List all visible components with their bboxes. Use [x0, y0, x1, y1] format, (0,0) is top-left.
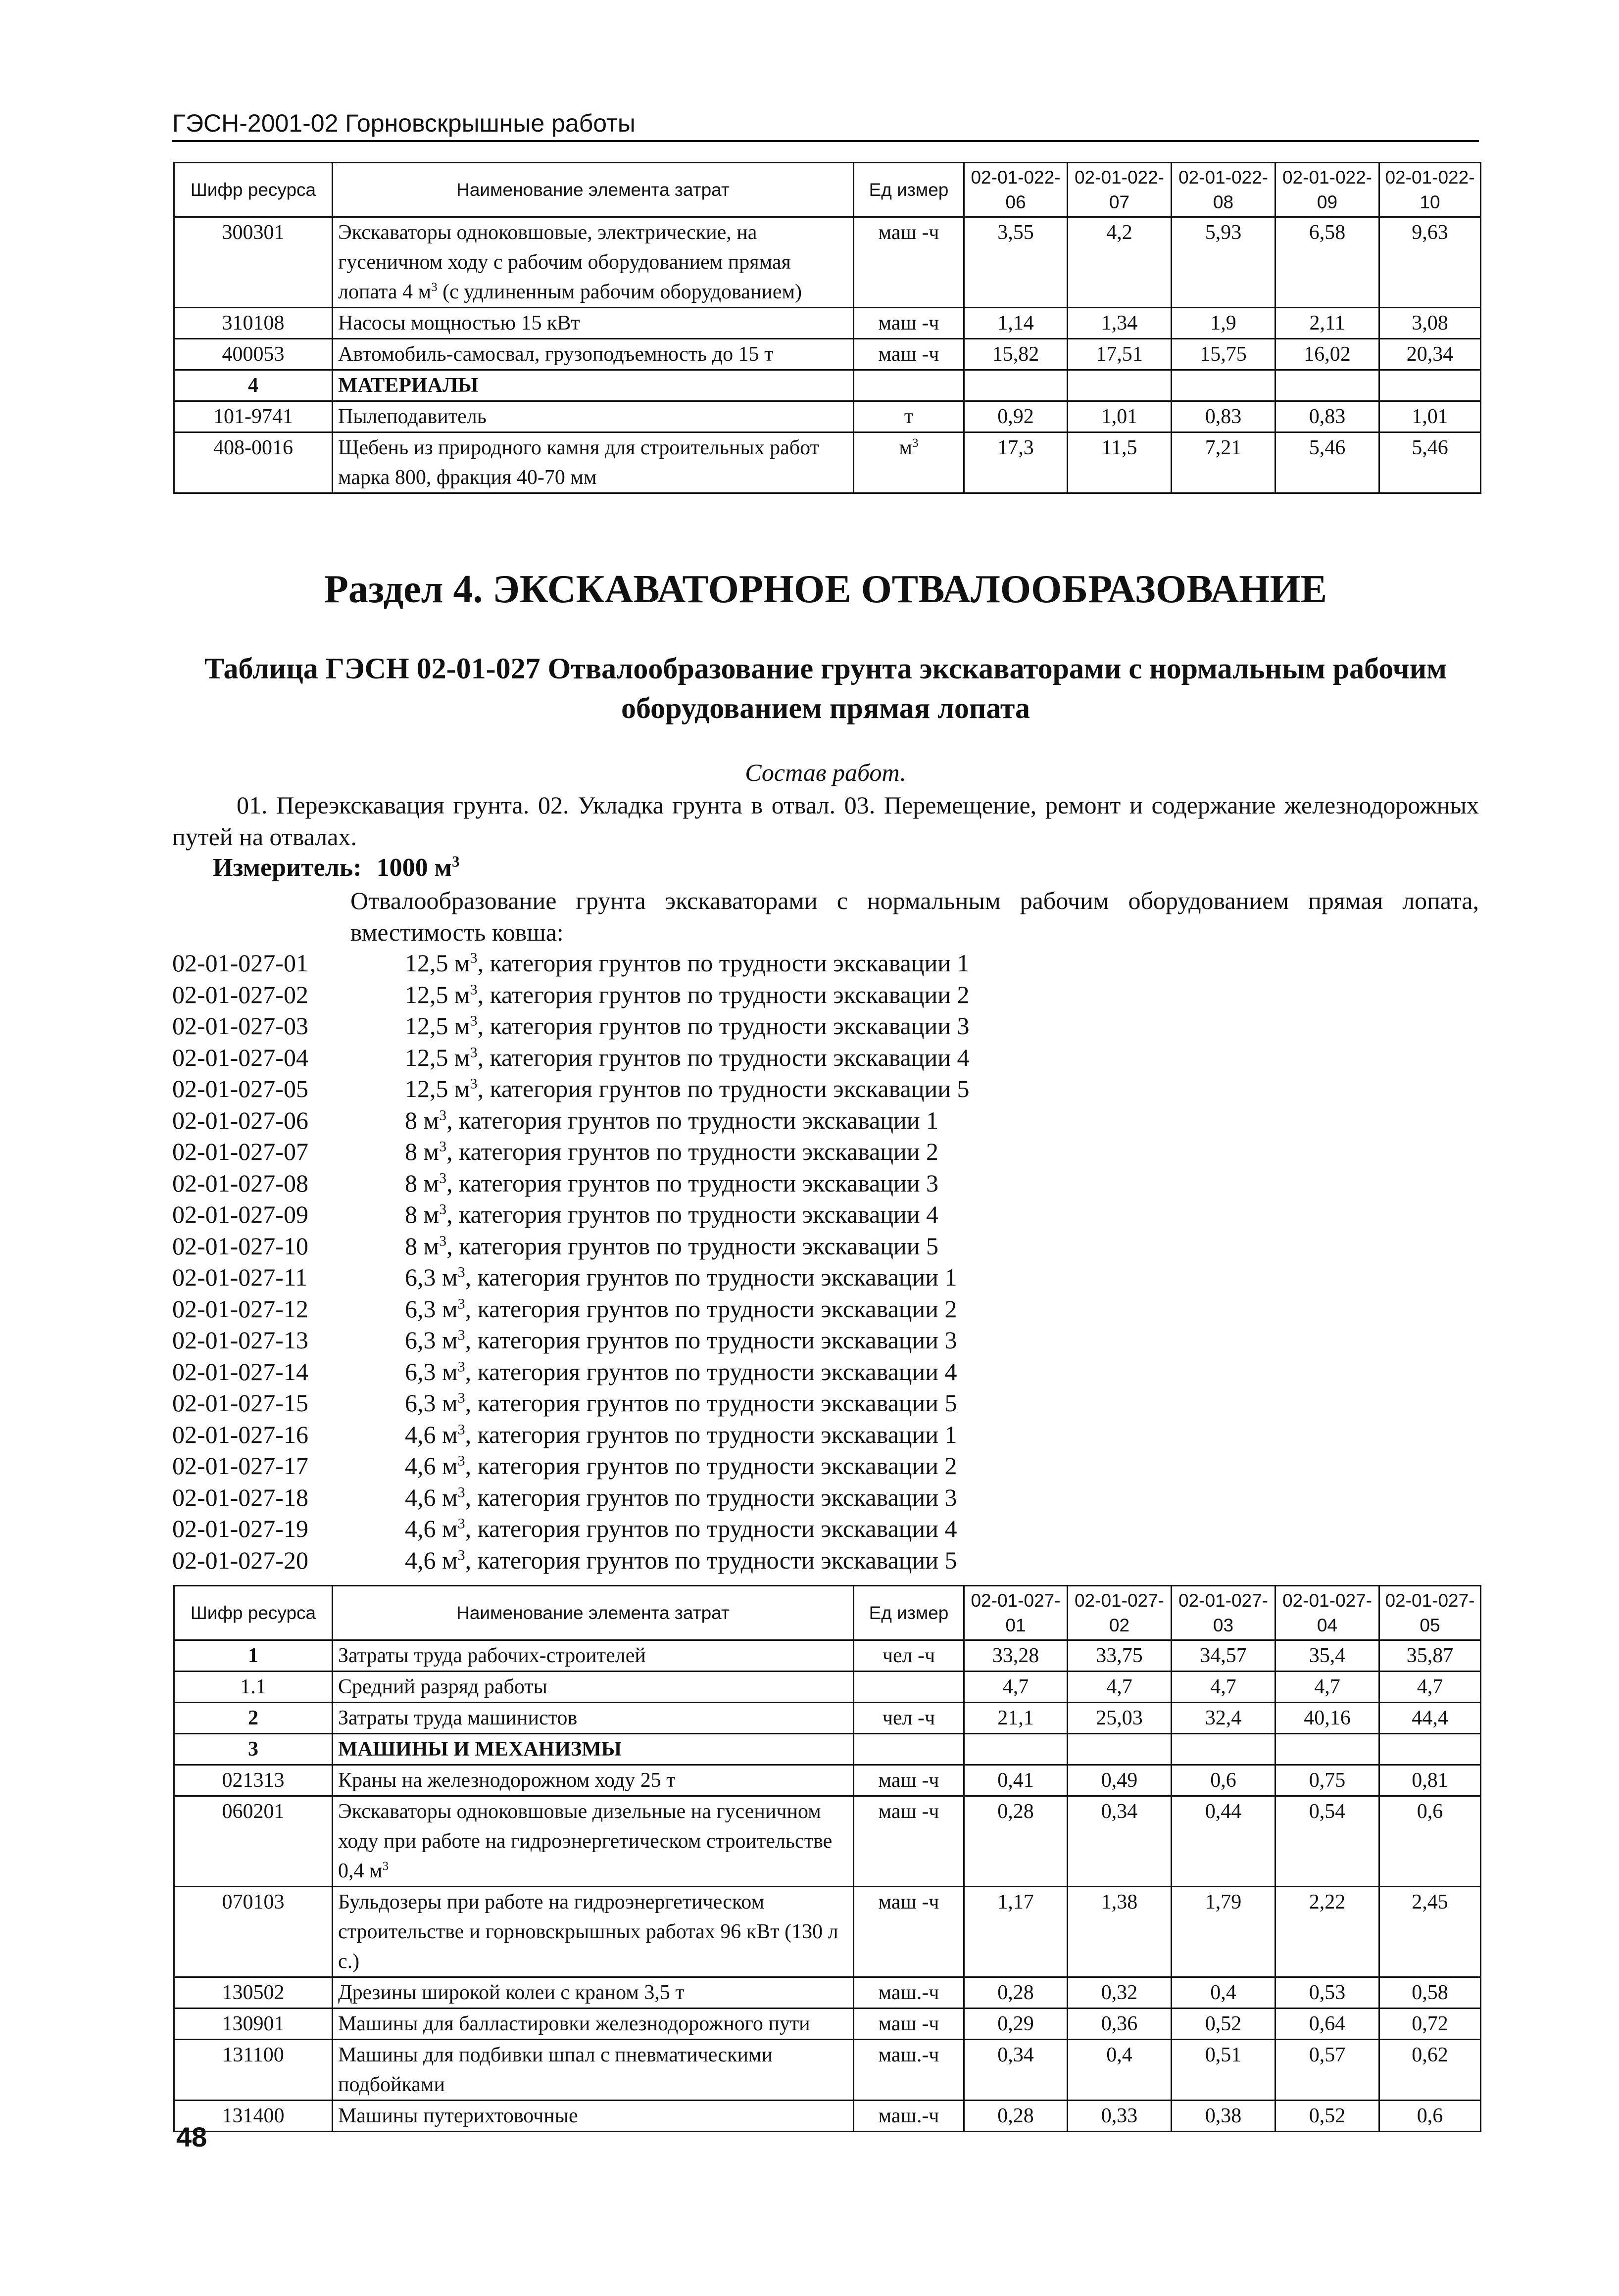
value-cell: 0,75: [1276, 1765, 1379, 1796]
norm-code: 02-01-027-13: [172, 1326, 308, 1354]
value-cell: 0,4: [1172, 1977, 1276, 2009]
norm-item: [172, 1105, 1479, 1137]
resource-code-cell: 021313: [174, 1765, 333, 1796]
value-cell: 1,14: [964, 308, 1068, 339]
norm-code: 02-01-027-20: [172, 1546, 308, 1574]
unit-cell: маш -ч: [854, 1887, 964, 1977]
table-row: [174, 2101, 1481, 2132]
norm-description: 4,6 $м^3$, категория грунтов по трудности экскавации 4: [405, 1515, 957, 1542]
norm-code: 02-01-027-03: [172, 1012, 308, 1040]
norm-description: 12,5 $м^3$, категория грунтов по трудности экскавации 1: [405, 949, 970, 977]
table-row: [174, 2009, 1481, 2040]
resource-code-cell: 130901: [174, 2009, 333, 2040]
value-cell: [1068, 370, 1172, 401]
value-cell: [1379, 1734, 1481, 1765]
value-cell: 0,51: [1172, 2040, 1276, 2101]
unit-cell: маш.-ч: [854, 1977, 964, 2009]
resource-code-cell: 310108: [174, 308, 333, 339]
resource-code-cell: 131400: [174, 2101, 333, 2132]
norm-item: [172, 1010, 1479, 1042]
value-cell: [964, 1734, 1068, 1765]
norm-item: [172, 979, 1479, 1011]
resource-name-cell: Машины для подбивки шпал с пневматическими подбойками: [333, 2040, 854, 2101]
measure-value: 1000 $м^3$: [376, 853, 460, 882]
table2-body: [174, 1640, 1481, 2132]
value-cell: 15,82: [964, 339, 1068, 370]
norm-code: 02-01-027-16: [172, 1420, 308, 1448]
value-cell: 32,4: [1172, 1703, 1276, 1734]
running-header: ГЭСН-2001-02 Горновскрышные работы: [172, 110, 1479, 142]
table-row: [174, 1703, 1481, 1734]
column-header: 02-01-027-05: [1379, 1586, 1481, 1640]
resource-code-cell: 131100: [174, 2040, 333, 2101]
norm-description: 12,5 $м^3$, категория грунтов по трудности экскавации 4: [405, 1043, 970, 1071]
norm-item: [172, 1513, 1479, 1545]
column-header: Шифр ресурса: [174, 163, 333, 217]
value-cell: 5,93: [1172, 217, 1276, 308]
value-cell: 2,45: [1379, 1887, 1481, 1977]
norm-code: 02-01-027-19: [172, 1515, 308, 1542]
norm-item: [172, 1482, 1479, 1514]
norm-code: 02-01-027-18: [172, 1483, 308, 1511]
norm-code: 02-01-027-08: [172, 1169, 308, 1197]
table-row: [174, 308, 1481, 339]
value-cell: 0,92: [964, 401, 1068, 432]
norm-description: 6,3 $м^3$, категория грунтов по трудности экскавации 1: [405, 1263, 957, 1291]
work-composition-title: Состав работ.: [745, 759, 906, 786]
table-row: [174, 2040, 1481, 2101]
table-row: [174, 1734, 1481, 1765]
resource-code-cell: 1: [174, 1640, 333, 1672]
norm-description: 8 $м^3$, категория грунтов по трудности экскавации 3: [405, 1169, 939, 1197]
value-cell: 0,34: [964, 2040, 1068, 2101]
value-cell: 0,6: [1172, 1765, 1276, 1796]
value-cell: 2,11: [1276, 308, 1379, 339]
norm-item: [172, 1419, 1479, 1451]
table1-body: [174, 217, 1481, 493]
unit-cell: маш -ч: [854, 339, 964, 370]
norm-item: [172, 1545, 1479, 1577]
value-cell: 0,72: [1379, 2009, 1481, 2040]
value-cell: 0,53: [1276, 1977, 1379, 2009]
norm-code: 02-01-027-05: [172, 1075, 308, 1102]
unit-cell: [854, 1734, 964, 1765]
resource-name-cell: Затраты труда рабочих-строителей: [333, 1640, 854, 1672]
value-cell: 25,03: [1068, 1703, 1172, 1734]
resource-name-cell: Щебень из природного камня для строительных работ марка 800, фракция 40-70 мм: [333, 432, 854, 493]
norm-code: 02-01-027-04: [172, 1043, 308, 1071]
norm-code: 02-01-027-17: [172, 1452, 308, 1480]
value-cell: 16,02: [1276, 339, 1379, 370]
value-cell: 11,5: [1068, 432, 1172, 493]
column-header: 02-01-027-02: [1068, 1586, 1172, 1640]
value-cell: 0,38: [1172, 2101, 1276, 2132]
value-cell: 17,51: [1068, 339, 1172, 370]
value-cell: 0,64: [1276, 2009, 1379, 2040]
value-cell: [1068, 1734, 1172, 1765]
resource-code-cell: 101-9741: [174, 401, 333, 432]
value-cell: 44,4: [1379, 1703, 1481, 1734]
norm-item: [172, 1136, 1479, 1168]
norm-item: [172, 1356, 1479, 1388]
resource-code-cell: 408-0016: [174, 432, 333, 493]
column-header: Наименование элемента затрат: [333, 1586, 854, 1640]
value-cell: 0,33: [1068, 2101, 1172, 2132]
column-header: 02-01-027-04: [1276, 1586, 1379, 1640]
unit-cell: маш.-ч: [854, 2101, 964, 2132]
value-cell: 33,28: [964, 1640, 1068, 1672]
norm-description: 6,3 $м^3$, категория грунтов по трудности экскавации 5: [405, 1389, 957, 1417]
unit-cell: маш.-ч: [854, 2040, 964, 2101]
resource-name-cell: Средний разряд работы: [333, 1672, 854, 1703]
resource-name-cell: Насосы мощностью 15 кВт: [333, 308, 854, 339]
norm-description: 6,3 $м^3$, категория грунтов по трудности экскавации 2: [405, 1294, 957, 1323]
norm-code: 02-01-027-11: [172, 1263, 308, 1291]
norm-description: 12,5 $м^3$, категория грунтов по трудности экскавации 2: [405, 980, 970, 1008]
measure-label: Измеритель:: [213, 854, 362, 882]
norm-list: [172, 948, 1479, 1576]
value-cell: 0,49: [1068, 1765, 1172, 1796]
table-row: [174, 217, 1481, 308]
norm-code: 02-01-027-15: [172, 1389, 308, 1417]
resource-table-027: [173, 1585, 1481, 2132]
value-cell: 4,7: [1068, 1672, 1172, 1703]
column-header: 02-01-027-03: [1172, 1586, 1276, 1640]
value-cell: 0,52: [1172, 2009, 1276, 2040]
norm-code: 02-01-027-10: [172, 1232, 308, 1260]
resource-code-cell: 300301: [174, 217, 333, 308]
value-cell: 1,38: [1068, 1887, 1172, 1977]
value-cell: 0,54: [1276, 1796, 1379, 1887]
resource-name-cell: Пылеподавитель: [333, 401, 854, 432]
table-row: [174, 1887, 1481, 1977]
resource-name-cell: Бульдозеры при работе на гидроэнергетическом строительстве и горновскрышных работах 96 кВт (130 л с.): [333, 1887, 854, 1977]
resource-name-cell: Автомобиль-самосвал, грузоподъемность до 15 т: [333, 339, 854, 370]
norm-description: 8 $м^3$, категория грунтов по трудности экскавации 5: [405, 1232, 939, 1260]
norm-code: 02-01-027-06: [172, 1106, 308, 1134]
resource-name-cell: Дрезины широкой колеи с краном 3,5 т: [333, 1977, 854, 2009]
resource-name-cell: Экскаваторы одноковшовые, электрические, на гусеничном ходу с рабочим оборудованием прямая лопата 4 $м^3$ (с удлиненным рабочим оборудованием): [333, 217, 854, 308]
unit-cell: [854, 370, 964, 401]
value-cell: 21,1: [964, 1703, 1068, 1734]
resource-name-cell: Затраты труда машинистов: [333, 1703, 854, 1734]
value-cell: 40,16: [1276, 1703, 1379, 1734]
table-row: [174, 339, 1481, 370]
norm-description: 4,6 $м^3$, категория грунтов по трудности экскавации 1: [405, 1420, 957, 1448]
resource-code-cell: 070103: [174, 1887, 333, 1977]
value-cell: 0,32: [1068, 1977, 1172, 2009]
norm-code: 02-01-027-14: [172, 1357, 308, 1386]
norm-item: [172, 1073, 1479, 1105]
norm-description: 8 $м^3$, категория грунтов по трудности экскавации 4: [405, 1200, 939, 1228]
column-header: 02-01-022-09: [1276, 163, 1379, 217]
norm-code: 02-01-027-09: [172, 1200, 308, 1228]
resource-name-cell: Краны на железнодорожном ходу 25 т: [333, 1765, 854, 1796]
value-cell: 3,55: [964, 217, 1068, 308]
value-cell: 1,17: [964, 1887, 1068, 1977]
unit-cell: маш -ч: [854, 1796, 964, 1887]
resource-code-cell: 2: [174, 1703, 333, 1734]
value-cell: 0,52: [1276, 2101, 1379, 2132]
value-cell: 9,63: [1379, 217, 1481, 308]
unit-cell: маш -ч: [854, 1765, 964, 1796]
table-row: [174, 1977, 1481, 2009]
value-cell: 5,46: [1276, 432, 1379, 493]
norm-intro-text: Отвалообразование грунта экскаваторами с нормальным рабочим оборудованием прямая лопата, вместимость ковша:: [350, 887, 1479, 946]
value-cell: 0,57: [1276, 2040, 1379, 2101]
norm-item: [172, 1231, 1479, 1262]
resource-code-cell: 1.1: [174, 1672, 333, 1703]
page-number: 48: [176, 2121, 207, 2152]
value-cell: 2,22: [1276, 1887, 1379, 1977]
section-title: Раздел 4. ЭКСКАВАТОРНОЕ ОТВАЛООБРАЗОВАНИЕ: [324, 568, 1327, 611]
norm-item: [172, 1262, 1479, 1293]
resource-name-cell: МАШИНЫ И МЕХАНИЗМЫ: [333, 1734, 854, 1765]
column-header: 02-01-022-06: [964, 163, 1068, 217]
unit-cell: маш -ч: [854, 217, 964, 308]
value-cell: 35,4: [1276, 1640, 1379, 1672]
resource-code-cell: 060201: [174, 1796, 333, 1887]
value-cell: 20,34: [1379, 339, 1481, 370]
value-cell: [1276, 370, 1379, 401]
column-header: 02-01-022-10: [1379, 163, 1481, 217]
value-cell: 0,34: [1068, 1796, 1172, 1887]
norm-description: 8 $м^3$, категория грунтов по трудности экскавации 2: [405, 1138, 939, 1165]
table-row: [174, 1796, 1481, 1887]
resource-name-cell: Машины для балластировки железнодорожного пути: [333, 2009, 854, 2040]
value-cell: 0,83: [1172, 401, 1276, 432]
value-cell: 0,44: [1172, 1796, 1276, 1887]
norm-description: 6,3 $м^3$, категория грунтов по трудности экскавации 3: [405, 1326, 957, 1354]
resource-name-cell: Машины путерихтовочные: [333, 2101, 854, 2132]
value-cell: 0,6: [1379, 1796, 1481, 1887]
table-row: [174, 1672, 1481, 1703]
value-cell: 0,62: [1379, 2040, 1481, 2101]
value-cell: 4,7: [1172, 1672, 1276, 1703]
norm-code: 02-01-027-12: [172, 1294, 308, 1323]
norm-item: [172, 1199, 1479, 1231]
norm-description: 4,6 $м^3$, категория грунтов по трудности экскавации 5: [405, 1546, 957, 1574]
value-cell: 17,3: [964, 432, 1068, 493]
value-cell: 4,7: [964, 1672, 1068, 1703]
value-cell: 0,28: [964, 1977, 1068, 2009]
table-row: [174, 1640, 1481, 1672]
unit-cell: маш -ч: [854, 308, 964, 339]
value-cell: 7,21: [1172, 432, 1276, 493]
value-cell: 33,75: [1068, 1640, 1172, 1672]
value-cell: 0,6: [1379, 2101, 1481, 2132]
column-header: Ед измер: [854, 163, 964, 217]
norm-item: [172, 1387, 1479, 1419]
resource-table-022: [173, 162, 1481, 494]
value-cell: [1379, 370, 1481, 401]
resource-name-cell: Экскаваторы одноковшовые дизельные на гусеничном ходу при работе на гидроэнергетическом строительстве 0,4 $м^3$: [333, 1796, 854, 1887]
measure-unit: [213, 852, 460, 884]
column-header: 02-01-027-01: [964, 1586, 1068, 1640]
value-cell: 1,01: [1068, 401, 1172, 432]
column-header: Шифр ресурса: [174, 1586, 333, 1640]
table-title: Таблица ГЭСН 02-01-027 Отвалообразование грунта экскаваторами с нормальным рабочим оборудованием прямая лопата: [204, 652, 1447, 724]
table-row: [174, 401, 1481, 432]
norm-description: 12,5 $м^3$, категория грунтов по трудности экскавации 5: [405, 1075, 970, 1102]
value-cell: 1,01: [1379, 401, 1481, 432]
resource-code-cell: 4: [174, 370, 333, 401]
work-composition-text: 01. Переэкскавация грунта. 02. Укладка грунта в отвал. 03. Перемещение, ремонт и содержание железнодорожных путей на отвалах.: [172, 791, 1479, 851]
norm-description: 12,5 $м^3$, категория грунтов по трудности экскавации 3: [405, 1012, 970, 1040]
norm-item: [172, 1293, 1479, 1325]
value-cell: 35,87: [1379, 1640, 1481, 1672]
unit-cell: чел -ч: [854, 1703, 964, 1734]
norm-description: 4,6 $м^3$, категория грунтов по трудности экскавации 2: [405, 1452, 957, 1480]
norm-code: 02-01-027-02: [172, 980, 308, 1008]
value-cell: 1,79: [1172, 1887, 1276, 1977]
value-cell: 1,34: [1068, 308, 1172, 339]
norm-item: [172, 1042, 1479, 1074]
value-cell: 0,81: [1379, 1765, 1481, 1796]
value-cell: 34,57: [1172, 1640, 1276, 1672]
norm-item: [172, 1450, 1479, 1482]
column-header: Ед измер: [854, 1586, 964, 1640]
column-header: 02-01-022-08: [1172, 163, 1276, 217]
value-cell: 4,7: [1276, 1672, 1379, 1703]
value-cell: 0,4: [1068, 2040, 1172, 2101]
resource-code-cell: 3: [174, 1734, 333, 1765]
value-cell: 6,58: [1276, 217, 1379, 308]
value-cell: 4,2: [1068, 217, 1172, 308]
value-cell: 15,75: [1172, 339, 1276, 370]
value-cell: 1,9: [1172, 308, 1276, 339]
unit-cell: т: [854, 401, 964, 432]
value-cell: 0,28: [964, 2101, 1068, 2132]
norm-code: 02-01-027-07: [172, 1138, 308, 1165]
value-cell: 5,46: [1379, 432, 1481, 493]
value-cell: 0,41: [964, 1765, 1068, 1796]
norm-description: 6,3 $м^3$, категория грунтов по трудности экскавации 4: [405, 1357, 957, 1386]
value-cell: 0,83: [1276, 401, 1379, 432]
resource-code-cell: 400053: [174, 339, 333, 370]
unit-cell: $м^3$: [854, 432, 964, 493]
value-cell: 3,08: [1379, 308, 1481, 339]
norm-code: 02-01-027-01: [172, 949, 308, 977]
table-header-row: [174, 163, 1481, 217]
table-row: [174, 432, 1481, 493]
value-cell: 0,36: [1068, 2009, 1172, 2040]
resource-name-cell: МАТЕРИАЛЫ: [333, 370, 854, 401]
column-header: 02-01-022-07: [1068, 163, 1172, 217]
unit-cell: [854, 1672, 964, 1703]
value-cell: 0,29: [964, 2009, 1068, 2040]
value-cell: [1276, 1734, 1379, 1765]
value-cell: [1172, 370, 1276, 401]
norm-item: [172, 948, 1479, 979]
value-cell: 0,58: [1379, 1977, 1481, 2009]
norm-description: 8 $м^3$, категория грунтов по трудности экскавации 1: [405, 1106, 939, 1134]
value-cell: 4,7: [1379, 1672, 1481, 1703]
value-cell: [1172, 1734, 1276, 1765]
norm-item: [172, 1168, 1479, 1199]
value-cell: 0,28: [964, 1796, 1068, 1887]
column-header: Наименование элемента затрат: [333, 163, 854, 217]
resource-code-cell: 130502: [174, 1977, 333, 2009]
unit-cell: маш -ч: [854, 2009, 964, 2040]
unit-cell: чел -ч: [854, 1640, 964, 1672]
table-row: [174, 1765, 1481, 1796]
norm-item: [172, 1325, 1479, 1356]
table-header-row: [174, 1586, 1481, 1640]
norm-description: 4,6 $м^3$, категория грунтов по трудности экскавации 3: [405, 1483, 957, 1511]
table-row: [174, 370, 1481, 401]
value-cell: [964, 370, 1068, 401]
